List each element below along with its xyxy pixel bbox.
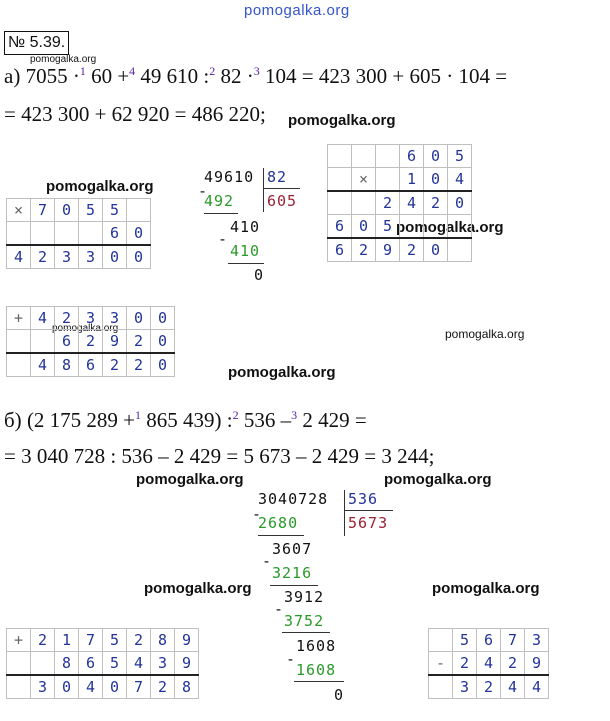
- watermark: pomogalka.org: [384, 471, 492, 488]
- grid-cell: 4: [7, 245, 31, 269]
- watermark: pomogalka.org: [136, 471, 244, 488]
- watermark: pomogalka.org: [144, 580, 252, 597]
- grid-cell: 0: [103, 675, 127, 699]
- grid-cell: 4: [477, 652, 501, 676]
- division-digit: 1608: [296, 637, 337, 655]
- grid-cell: 4: [448, 168, 472, 192]
- grid-cell: [7, 222, 31, 246]
- grid-cell: 3: [79, 245, 103, 269]
- division-digit: 2680: [258, 514, 299, 532]
- grid-cell: 0: [424, 238, 448, 262]
- grid-cell: 2: [352, 238, 376, 262]
- division-digit: 492: [204, 192, 235, 210]
- grid-cell: +: [7, 307, 31, 330]
- grid-cell: [448, 238, 472, 262]
- grid-cell: [7, 353, 31, 377]
- grid-cell: 9: [376, 238, 400, 262]
- grid-cell: 0: [127, 222, 151, 246]
- part-b-line1: б) (2 175 289 +$^1$ 865 439) :$^2$ 536 –$^3$ 2 429 =: [4, 408, 367, 432]
- grid-cell: 3: [103, 307, 127, 330]
- multiplication-grid-2: [327, 144, 472, 262]
- grid-cell: 2: [424, 191, 448, 215]
- division-digit: 3607: [272, 540, 313, 558]
- grid-cell: [55, 222, 79, 246]
- part-a-line1: а) 7055 ·$^1$ 60 +$^4$ 49 610 :$^2$ 82 ·$^3$ 104 = 423 300 + 605 · 104 =: [4, 64, 508, 88]
- grid-cell: 6: [79, 353, 103, 377]
- grid-cell: 2: [477, 675, 501, 699]
- watermark: pomogalka.org: [396, 219, 504, 236]
- grid-cell: 5: [453, 629, 477, 652]
- grid-cell: 0: [127, 307, 151, 330]
- grid-cell: [429, 629, 453, 652]
- grid-cell: 2: [55, 307, 79, 330]
- grid-cell: 2: [31, 629, 55, 652]
- grid-cell: 3: [31, 675, 55, 699]
- grid-cell: [79, 222, 103, 246]
- grid-cell: +: [7, 629, 31, 652]
- multiplication-grid-1: [6, 198, 151, 269]
- grid-cell: 0: [55, 199, 79, 222]
- grid-cell: -: [429, 652, 453, 676]
- grid-cell: 0: [55, 675, 79, 699]
- grid-cell: 3: [79, 307, 103, 330]
- addition-grid-1: [6, 306, 175, 377]
- grid-cell: 1: [400, 168, 424, 192]
- division-rule: [204, 213, 238, 214]
- grid-cell: 3: [453, 675, 477, 699]
- grid-cell: 6: [477, 629, 501, 652]
- grid-cell: ×: [352, 168, 376, 192]
- grid-cell: 2: [501, 652, 525, 676]
- watermark: pomogalka.org: [30, 54, 97, 65]
- division-digit: 536: [348, 490, 379, 508]
- grid-cell: [376, 145, 400, 168]
- grid-cell: [328, 168, 352, 192]
- grid-cell: 0: [352, 215, 376, 239]
- grid-cell: 2: [31, 245, 55, 269]
- grid-cell: 0: [103, 245, 127, 269]
- grid-cell: [31, 330, 55, 354]
- part-a-label: а): [4, 64, 21, 88]
- part-a-line2: = 423 300 + 62 920 = 486 220;: [4, 102, 266, 126]
- grid-cell: 6: [400, 145, 424, 168]
- watermark: pomogalka.org: [445, 327, 525, 341]
- watermark: pomogalka.org: [288, 112, 396, 129]
- grid-cell: [127, 199, 151, 222]
- grid-cell: 2: [151, 675, 175, 699]
- grid-cell: 2: [127, 353, 151, 377]
- grid-cell: 6: [79, 652, 103, 676]
- division-digit: -: [252, 505, 263, 523]
- grid-cell: 0: [424, 145, 448, 168]
- grid-cell: [328, 145, 352, 168]
- grid-cell: 3: [55, 245, 79, 269]
- grid-cell: 9: [525, 652, 549, 676]
- part-b-label: б): [4, 408, 22, 432]
- grid-cell: [7, 652, 31, 676]
- grid-cell: 2: [400, 238, 424, 262]
- grid-cell: [429, 675, 453, 699]
- division-digit: 1608: [296, 661, 337, 679]
- grid-cell: 5: [103, 199, 127, 222]
- grid-cell: 4: [127, 652, 151, 676]
- division-digit: -: [262, 552, 273, 570]
- grid-cell: 0: [127, 245, 151, 269]
- grid-cell: 6: [328, 238, 352, 262]
- grid-cell: 8: [55, 652, 79, 676]
- grid-cell: 2: [376, 191, 400, 215]
- division-digit: 49610: [204, 168, 255, 186]
- grid-cell: 4: [31, 307, 55, 330]
- grid-cell: 0: [424, 168, 448, 192]
- division-digit: -: [286, 650, 297, 668]
- grid-cell: 6: [103, 222, 127, 246]
- grid-cell: 2: [103, 353, 127, 377]
- grid-cell: 2: [79, 330, 103, 354]
- division-digit: 0: [254, 266, 265, 284]
- grid-cell: 7: [79, 629, 103, 652]
- grid-cell: 8: [151, 629, 175, 652]
- grid-cell: 5: [448, 145, 472, 168]
- grid-cell: 0: [448, 191, 472, 215]
- grid-cell: [7, 675, 31, 699]
- grid-cell: [424, 215, 448, 239]
- division-digit: 3216: [272, 564, 313, 582]
- grid-cell: 4: [79, 675, 103, 699]
- watermark: pomogalka.org: [244, 2, 350, 19]
- grid-cell: 0: [151, 353, 175, 377]
- grid-cell: 7: [31, 199, 55, 222]
- grid-cell: 2: [453, 652, 477, 676]
- grid-cell: [31, 222, 55, 246]
- division-digit: 3040728: [258, 490, 329, 508]
- grid-cell: 4: [501, 675, 525, 699]
- division-digit: 605: [267, 192, 298, 210]
- grid-cell: [7, 330, 31, 354]
- division-digit: 3912: [284, 588, 325, 606]
- division-digit: 410: [230, 218, 261, 236]
- division-digit: 82: [267, 168, 288, 186]
- grid-cell: 4: [400, 191, 424, 215]
- division-digit: -: [274, 600, 285, 618]
- division-rule: [264, 188, 300, 189]
- watermark: pomogalka.org: [46, 178, 154, 195]
- division-rule: [270, 585, 318, 586]
- grid-cell: 6: [55, 330, 79, 354]
- watermark: pomogalka.org: [432, 580, 540, 597]
- division-rule: [344, 490, 345, 536]
- problem-number: № 5.39.: [4, 31, 69, 55]
- grid-cell: 5: [103, 629, 127, 652]
- division-digit: 5673: [348, 514, 389, 532]
- grid-cell: [376, 168, 400, 192]
- subtraction-grid: [428, 628, 549, 699]
- grid-cell: 5: [376, 215, 400, 239]
- grid-cell: 6: [328, 215, 352, 239]
- division-rule: [282, 632, 330, 633]
- division-rule: [228, 263, 264, 264]
- grid-cell: 1: [55, 629, 79, 652]
- grid-cell: [448, 215, 472, 239]
- division-digit: 410: [230, 242, 261, 260]
- division-rule: [294, 681, 344, 682]
- grid-cell: [352, 145, 376, 168]
- grid-cell: 8: [175, 675, 199, 699]
- grid-cell: 0: [151, 330, 175, 354]
- grid-cell: 8: [55, 353, 79, 377]
- grid-cell: 7: [501, 629, 525, 652]
- grid-cell: 9: [175, 629, 199, 652]
- grid-cell: 4: [31, 353, 55, 377]
- grid-cell: [31, 652, 55, 676]
- grid-cell: 7: [127, 675, 151, 699]
- division-digit: -: [198, 182, 209, 200]
- grid-cell: [328, 191, 352, 215]
- grid-cell: 3: [525, 629, 549, 652]
- grid-cell: ×: [7, 199, 31, 222]
- division-digit: 3752: [284, 612, 325, 630]
- grid-cell: 2: [127, 629, 151, 652]
- grid-cell: 3: [151, 652, 175, 676]
- grid-cell: [400, 215, 424, 239]
- grid-cell: 5: [79, 199, 103, 222]
- division-digit: -: [218, 230, 229, 248]
- grid-cell: [352, 191, 376, 215]
- grid-cell: 0: [151, 307, 175, 330]
- grid-cell: 9: [175, 652, 199, 676]
- division-rule: [263, 168, 264, 212]
- watermark: pomogalka.org: [228, 364, 336, 381]
- division-rule: [345, 510, 393, 511]
- grid-cell: 2: [127, 330, 151, 354]
- grid-cell: 4: [525, 675, 549, 699]
- addition-grid-2: [6, 628, 199, 699]
- grid-cell: 5: [103, 652, 127, 676]
- grid-cell: 9: [103, 330, 127, 354]
- division-digit: 0: [334, 686, 345, 704]
- part-b-line2: = 3 040 728 : 536 – 2 429 = 5 673 – 2 429 = 3 244;: [4, 444, 435, 468]
- watermark: pomogalka.org: [52, 323, 119, 334]
- division-rule: [258, 535, 304, 536]
